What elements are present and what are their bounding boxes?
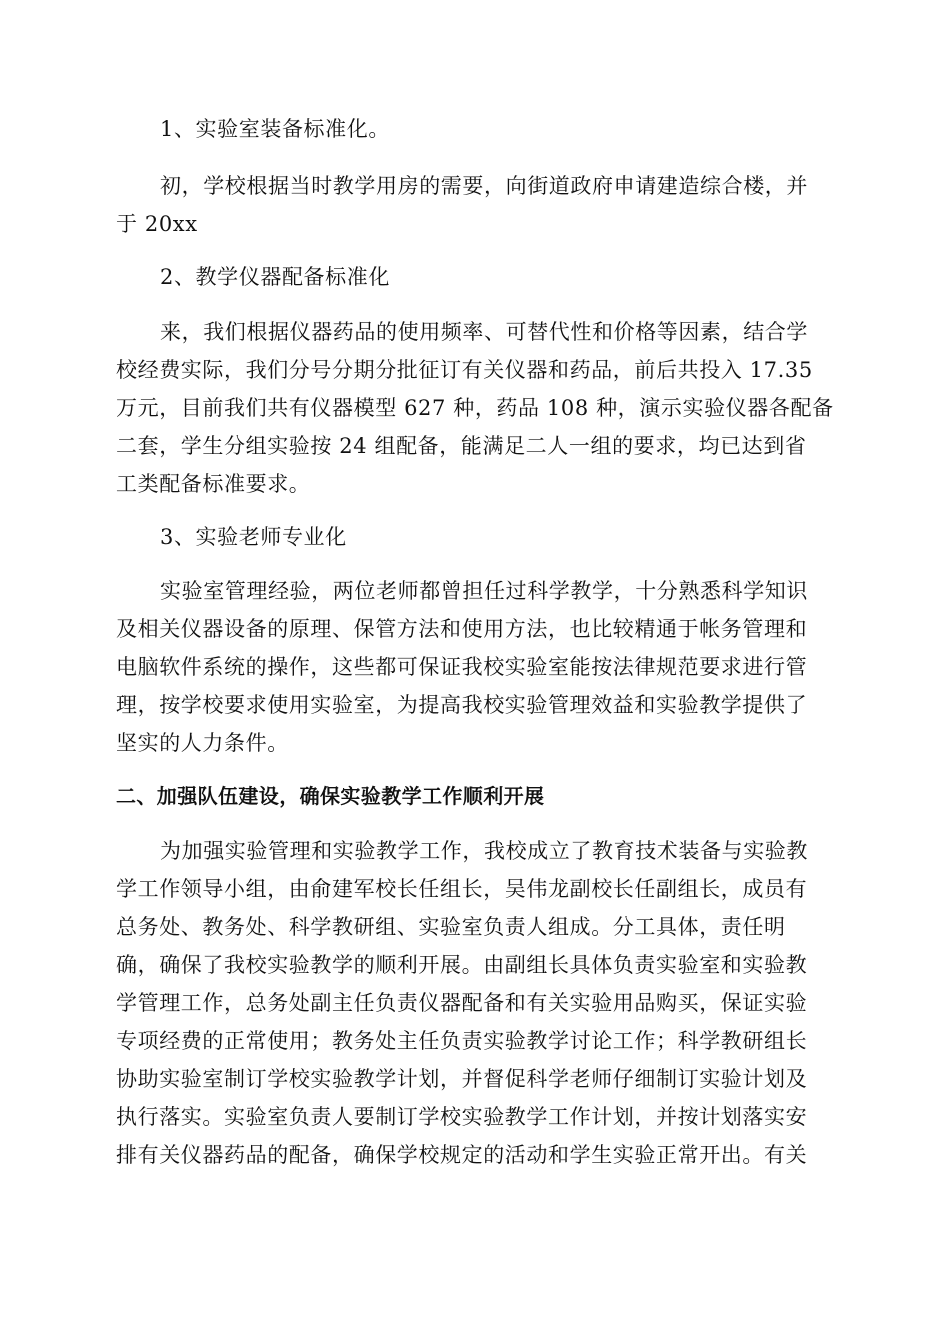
item1-line-2: 于 20xx — [116, 212, 198, 236]
section2-line-6: 专项经费的正常使用；教务处主任负责实验教学讨论工作；科学教研组长 — [116, 1029, 808, 1053]
section2-heading — [116, 777, 836, 815]
section2-line-2: 学工作领导小组，由俞建军校长任组长，吴伟龙副校长任副组长，成员有 — [116, 877, 808, 901]
item1-heading — [116, 110, 836, 148]
section2-line-3: 总务处、教务处、科学教研组、实验室负责人组成。分工具体，责任明 — [116, 915, 786, 939]
item2-heading — [116, 258, 836, 296]
section2-line-7: 协助实验室制订学校实验教学计划，并督促科学老师仔细制订实验计划及 — [116, 1067, 808, 1091]
section2-heading-text: 二、加强队伍建设，确保实验教学工作顺利开展 — [116, 784, 545, 808]
item1-heading-text: 1、实验室装备标准化。 — [160, 117, 390, 141]
item3-heading — [116, 518, 836, 556]
item3-heading-text: 3、实验老师专业化 — [160, 525, 347, 549]
item2-line-3: 万元，目前我们共有仪器模型 627 种，药品 108 种，演示实验仪器各配备 — [116, 396, 834, 420]
item2-line-4: 二套，学生分组实验按 24 组配备，能满足二人一组的要求，均已达到省 — [116, 434, 807, 458]
section2-line-1: 为加强实验管理和实验教学工作，我校成立了教育技术装备与实验教 — [160, 839, 808, 863]
item3-paragraph — [116, 572, 836, 762]
section2-line-4: 确，确保了我校实验教学的顺利开展。由副组长具体负责实验室和实验教 — [116, 953, 808, 977]
section2-line-9: 排有关仪器药品的配备，确保学校规定的活动和学生实验正常开出。有关 — [116, 1143, 808, 1167]
section2-line-5: 学管理工作，总务处副主任负责仪器配备和有关实验用品购买，保证实验 — [116, 991, 808, 1015]
item2-heading-text: 2、教学仪器配备标准化 — [160, 265, 390, 289]
item2-line-1: 来，我们根据仪器药品的使用频率、可替代性和价格等因素，结合学 — [160, 320, 808, 344]
item3-line-5: 坚实的人力条件。 — [116, 731, 289, 755]
section2-line-8: 执行落实。实验室负责人要制订学校实验教学工作计划，并按计划落实安 — [116, 1105, 808, 1129]
item3-line-1: 实验室管理经验，两位老师都曾担任过科学教学，十分熟悉科学知识 — [160, 579, 808, 603]
item2-paragraph — [116, 313, 836, 503]
item1-paragraph — [116, 167, 836, 243]
section2-paragraph — [116, 832, 836, 1174]
item3-line-4: 理，按学校要求使用实验室，为提高我校实验管理效益和实验教学提供了 — [116, 693, 808, 717]
item2-line-2: 校经费实际，我们分号分期分批征订有关仪器和药品，前后共投入 17.35 — [116, 358, 813, 382]
item1-line-1: 初，学校根据当时教学用房的需要，向街道政府申请建造综合楼，并 — [160, 174, 808, 198]
item2-line-5: 工类配备标准要求。 — [116, 472, 311, 496]
item3-line-3: 电脑软件系统的操作，这些都可保证我校实验室能按法律规范要求进行管 — [116, 655, 808, 679]
item3-line-2: 及相关仪器设备的原理、保管方法和使用方法，也比较精通于帐务管理和 — [116, 617, 808, 641]
